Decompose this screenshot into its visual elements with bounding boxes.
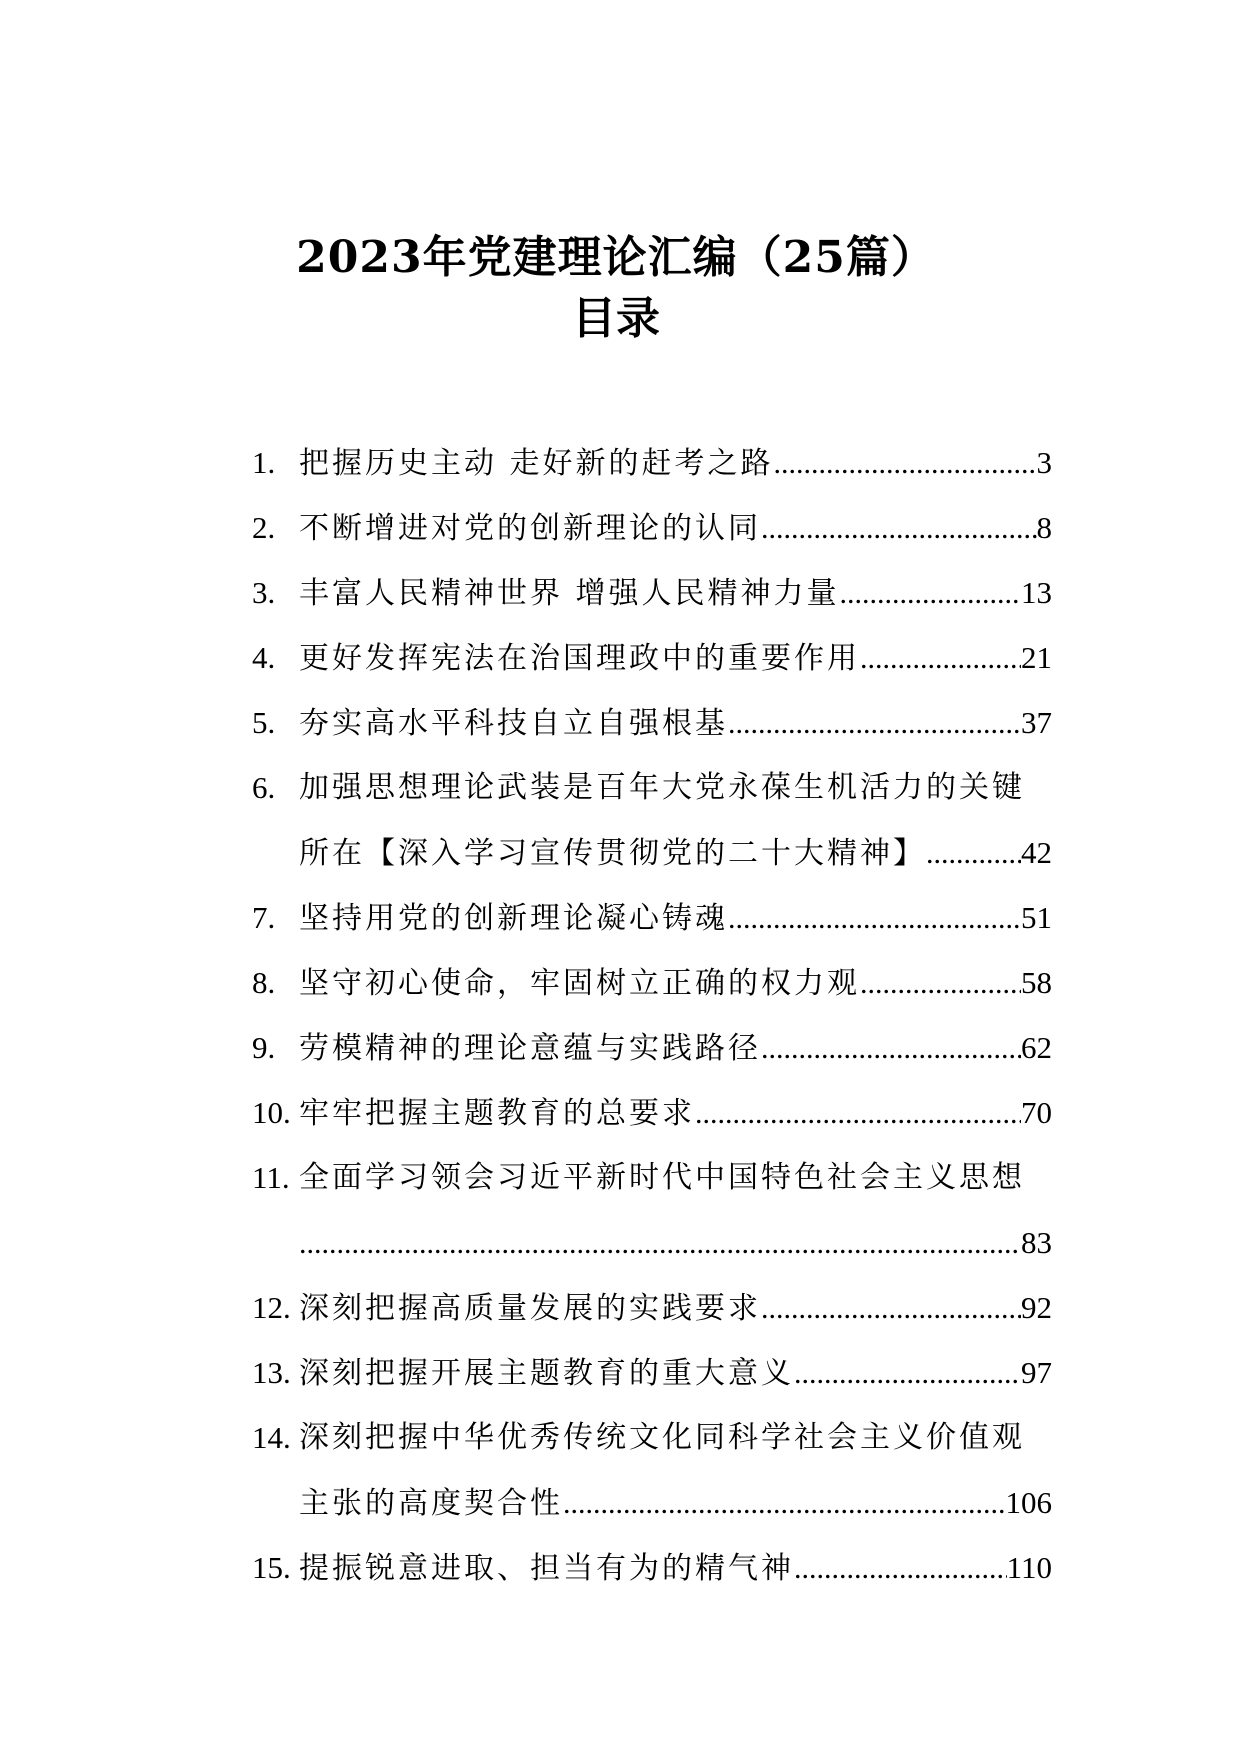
toc-page-number: 13	[1021, 575, 1052, 610]
toc-entry[interactable]	[252, 1340, 1052, 1405]
toc-entry[interactable]	[252, 755, 1052, 885]
toc-entry-number: 5.	[252, 705, 276, 740]
toc-entry[interactable]	[252, 1405, 1052, 1535]
toc-entry-body	[299, 1080, 1052, 1145]
toc-entry-title: 劳模精神的理论意蕴与实践路径	[299, 1031, 761, 1066]
toc-entry-number: 1.	[252, 445, 276, 480]
document-title: 2023年党建理论汇编（25篇）	[296, 232, 936, 283]
dot-leader	[695, 1081, 1021, 1146]
dot-leader	[794, 1341, 1021, 1406]
toc-entry-number: 8.	[252, 965, 276, 1000]
toc-entry-title: 主张的高度契合性	[299, 1486, 563, 1521]
toc-entry-line	[299, 950, 1052, 1015]
document-header	[0, 228, 1240, 350]
toc-page-number: 3	[1036, 445, 1052, 480]
toc-entry-body	[299, 495, 1052, 560]
toc-entry-title: 所在【深入学习宣传贯彻党的二十大精神】	[299, 836, 926, 871]
toc-entry-number: 3.	[252, 575, 276, 610]
toc-entry-line	[299, 690, 1052, 755]
dot-leader	[728, 691, 1021, 756]
toc-entry-body	[299, 885, 1052, 950]
toc-entry-title: 坚守初心使命，牢固树立正确的权力观	[299, 966, 860, 1001]
toc-entry-body	[299, 625, 1052, 690]
dot-leader	[794, 1536, 1007, 1601]
toc-entry-line	[299, 820, 1052, 885]
toc-entry[interactable]	[252, 1145, 1052, 1275]
toc-entry-title: 深刻把握高质量发展的实践要求	[299, 1291, 761, 1326]
dot-leader	[860, 951, 1021, 1016]
toc-entry-line	[299, 1470, 1052, 1535]
toc-entry[interactable]	[252, 1080, 1052, 1145]
toc-entry-number: 13.	[252, 1355, 291, 1390]
toc-page-number: 37	[1021, 705, 1052, 740]
toc-entry-body	[299, 1340, 1052, 1405]
toc-entry[interactable]	[252, 560, 1052, 625]
toc-entry-body	[299, 950, 1052, 1015]
toc-entry-body	[299, 430, 1052, 495]
toc-entry-line	[299, 1145, 1052, 1210]
dot-leader	[761, 1016, 1021, 1081]
toc-entry-line	[299, 1080, 1052, 1145]
dot-leader	[299, 1211, 1021, 1276]
toc-page-number: 51	[1021, 900, 1052, 935]
toc-entry-title: 全面学习领会习近平新时代中国特色社会主义思想	[299, 1160, 1025, 1195]
dot-leader	[728, 886, 1021, 951]
toc-page-number: 70	[1021, 1095, 1052, 1130]
toc-entry-title: 不断增进对党的创新理论的认同	[299, 511, 761, 546]
toc-page-number: 42	[1021, 835, 1052, 870]
toc-entry-number: 6.	[252, 770, 276, 805]
toc-entry-title: 牢牢把握主题教育的总要求	[299, 1096, 695, 1131]
toc-entry-body	[299, 1145, 1052, 1275]
toc-entry-body	[299, 1535, 1052, 1600]
toc-entry-number: 4.	[252, 640, 276, 675]
toc-entry-body	[299, 1275, 1052, 1340]
toc-entry-body	[299, 690, 1052, 755]
toc-entry-line	[299, 885, 1052, 950]
dot-leader	[761, 496, 1037, 561]
toc-entry[interactable]	[252, 950, 1052, 1015]
toc-entry-title: 坚持用党的创新理论凝心铸魂	[299, 901, 728, 936]
toc-entry-number: 2.	[252, 510, 276, 545]
toc-entry[interactable]	[252, 625, 1052, 690]
table-of-contents	[252, 430, 1052, 1600]
toc-entry-title: 深刻把握中华优秀传统文化同科学社会主义价值观	[299, 1420, 1025, 1455]
toc-entry-title: 丰富人民精神世界 增强人民精神力量	[299, 576, 840, 611]
dot-leader	[774, 431, 1037, 496]
toc-entry-line	[299, 1340, 1052, 1405]
toc-page-number: 106	[1005, 1485, 1052, 1520]
toc-entry-line	[299, 1405, 1052, 1470]
toc-entry[interactable]	[252, 1275, 1052, 1340]
dot-leader	[840, 561, 1021, 626]
toc-page-number: 83	[1021, 1225, 1052, 1260]
toc-entry[interactable]	[252, 690, 1052, 755]
toc-entry-body	[299, 1015, 1052, 1080]
toc-entry-body	[299, 1405, 1052, 1535]
toc-entry-title: 加强思想理论武装是百年大党永葆生机活力的关键	[299, 770, 1025, 805]
toc-entry-number: 10.	[252, 1095, 291, 1130]
toc-page-number: 97	[1021, 1355, 1052, 1390]
toc-entry-body	[299, 755, 1052, 885]
toc-page-number: 110	[1006, 1550, 1052, 1585]
toc-entry-title: 更好发挥宪法在治国理政中的重要作用	[299, 641, 860, 676]
toc-entry-line	[299, 1015, 1052, 1080]
toc-entry-title: 提振锐意进取、担当有为的精气神	[299, 1551, 794, 1586]
toc-entry-number: 15.	[252, 1550, 291, 1585]
toc-entry[interactable]	[252, 1535, 1052, 1600]
toc-page-number: 58	[1021, 965, 1052, 1000]
toc-heading: 目录	[572, 293, 660, 344]
toc-entry-line	[299, 625, 1052, 690]
toc-entry[interactable]	[252, 1015, 1052, 1080]
toc-entry-number: 7.	[252, 900, 276, 935]
toc-entry-number: 12.	[252, 1290, 291, 1325]
toc-entry-body	[299, 560, 1052, 625]
toc-entry[interactable]	[252, 495, 1052, 560]
toc-entry-line	[299, 495, 1052, 560]
toc-entry-line	[299, 1535, 1052, 1600]
toc-entry-number: 9.	[252, 1030, 276, 1065]
toc-entry[interactable]	[252, 885, 1052, 950]
toc-entry-line	[299, 1210, 1052, 1275]
toc-page-number: 21	[1021, 640, 1052, 675]
toc-page-number: 8	[1036, 510, 1052, 545]
dot-leader	[860, 626, 1021, 691]
dot-leader	[761, 1276, 1021, 1341]
toc-entry-number: 11.	[252, 1160, 290, 1195]
dot-leader	[563, 1471, 1006, 1536]
toc-page-number: 62	[1021, 1030, 1052, 1065]
toc-page-number: 92	[1021, 1290, 1052, 1325]
dot-leader	[926, 821, 1021, 886]
toc-entry-line	[299, 755, 1052, 820]
toc-entry-title: 深刻把握开展主题教育的重大意义	[299, 1356, 794, 1391]
toc-entry-title: 夯实高水平科技自立自强根基	[299, 706, 728, 741]
toc-entry-line	[299, 1275, 1052, 1340]
toc-entry[interactable]	[252, 430, 1052, 495]
toc-entry-line	[299, 430, 1052, 495]
toc-entry-number: 14.	[252, 1420, 291, 1455]
toc-entry-title: 把握历史主动 走好新的赶考之路	[299, 446, 774, 481]
toc-entry-line	[299, 560, 1052, 625]
